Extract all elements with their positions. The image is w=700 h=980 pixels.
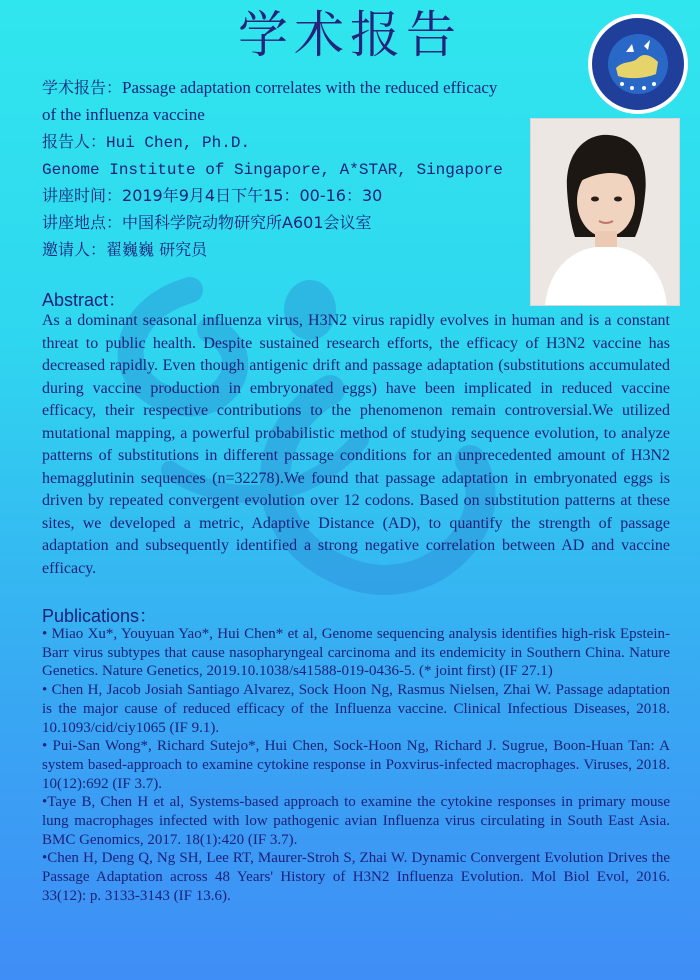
topic-line-1 [42,74,522,101]
topic-line-2 [42,101,522,128]
time-line [42,182,522,209]
host-value: 翟巍巍 研究员 [106,240,208,259]
speaker-portrait [531,119,679,305]
time-label: 讲座时间： [42,186,123,205]
talk-info [42,74,522,263]
abstract-heading: Abstract： [42,290,127,310]
publication-item: • Pui-San Wong*, Richard Sutejo*, Hui Chen, Sock-Hoon Ng, Richard J. Sugrue, Boon-Huan Tan: A system based-approach to examine cytokine response in Poxvirus-infected macrophages. Viruses, 2018. 10(12):692 (IF 3.7). [42,738,670,792]
topic-text-2: of the influenza vaccine [42,105,205,124]
topic-label: 学术报告： [42,78,123,97]
publications-heading: Publications： [42,606,158,626]
host-label: 邀请人： [42,240,107,259]
topic-text-1: Passage adaptation correlates with the reduced efficacy [122,78,498,97]
page-title: 学术报告 [238,6,462,64]
place-line [42,209,522,236]
publication-item: •Chen H, Deng Q, Ng SH, Lee RT, Maurer-Stroh S, Zhai W. Dynamic Convergent Evolution Drives the Passage Adaptation across 48 Years' History of H3N2 Influenza Evolution. Mol Biol Evol, 2016. 33(12): p. 3133-3143 (IF 13.6). [42,850,670,904]
speaker-line [42,128,522,155]
publication-item: • Chen H, Jacob Josiah Santiago Alvarez, Sock Hoon Ng, Rasmus Nielsen, Zhai W. Passage adaptation is the major cause of reduced efficacy of the Influenza vaccine. Clinical Infectious Diseases, 2018. 10.1093/cid/ciy1065 (IF 9.1). [42,682,670,736]
time-value: 2019年9月4日下午15：00-16：30 [122,186,383,205]
place-label: 讲座地点： [42,213,123,232]
affiliation-line [42,155,522,182]
speaker-name: Hui Chen, Ph.D. [106,134,251,152]
abstract-text: As a dominant seasonal influenza virus, H3N2 virus rapidly evolves in human and is a constant threat to public health. Despite sustained research efforts, the efficacy of H3N2 vaccine has decreased rapidly. Even though antigenic drift and passage adaptation (substitutions accumulated during vaccine production in embryonated eggs) have been implicated in reduced vaccine efficacy, their respective contributions to the phenomenon remain controversial.We utilized mutational mapping, a powerful probabilistic method of studying sequence evolution, to analyze patterns of substitutions in different passage conditions for an unprecedented amount of H3N2 hemagglutinin sequences (n=32278).We found that passage adaptation in embryonated eggs is driven by repeated convergent evolution over 12 codons. Based on substitution patterns at these sites, we developed a metric, Adaptive Distance (AD), to quantify the strength of passage adaptation and subsequently identified a strong negative correlation between AD and vaccine efficacy. [42,312,670,577]
institute-logo [586,12,690,116]
publication-item: •Taye B, Chen H et al, Systems-based approach to examine the cytokine responses in primary mouse lung macrophages infected with low pathogenic avian Influenza virus circulating in South East Asia. BMC Genomics, 2017. 18(1):420 (IF 3.7). [42,794,670,848]
host-line [42,236,522,263]
publication-item: • Miao Xu*, Youyuan Yao*, Hui Chen* et al, Genome sequencing analysis identifies high-risk Epstein-Barr virus subtypes that cause nasopharyngeal carcinoma and its endemicity in Southern China. Nature Genetics. Nature Genetics, 2019.10.1038/s41588-019-0436-5. (* joint first) (IF 27.1) [42,626,670,680]
affiliation: Genome Institute of Singapore, A*STAR, Singapore [42,161,503,179]
speaker-label: 报告人： [42,132,107,151]
place-value: 中国科学院动物研究所A601会议室 [122,213,372,232]
publications-list [42,625,670,906]
institute-logo-icon [586,12,690,116]
speaker-photo [530,118,680,306]
